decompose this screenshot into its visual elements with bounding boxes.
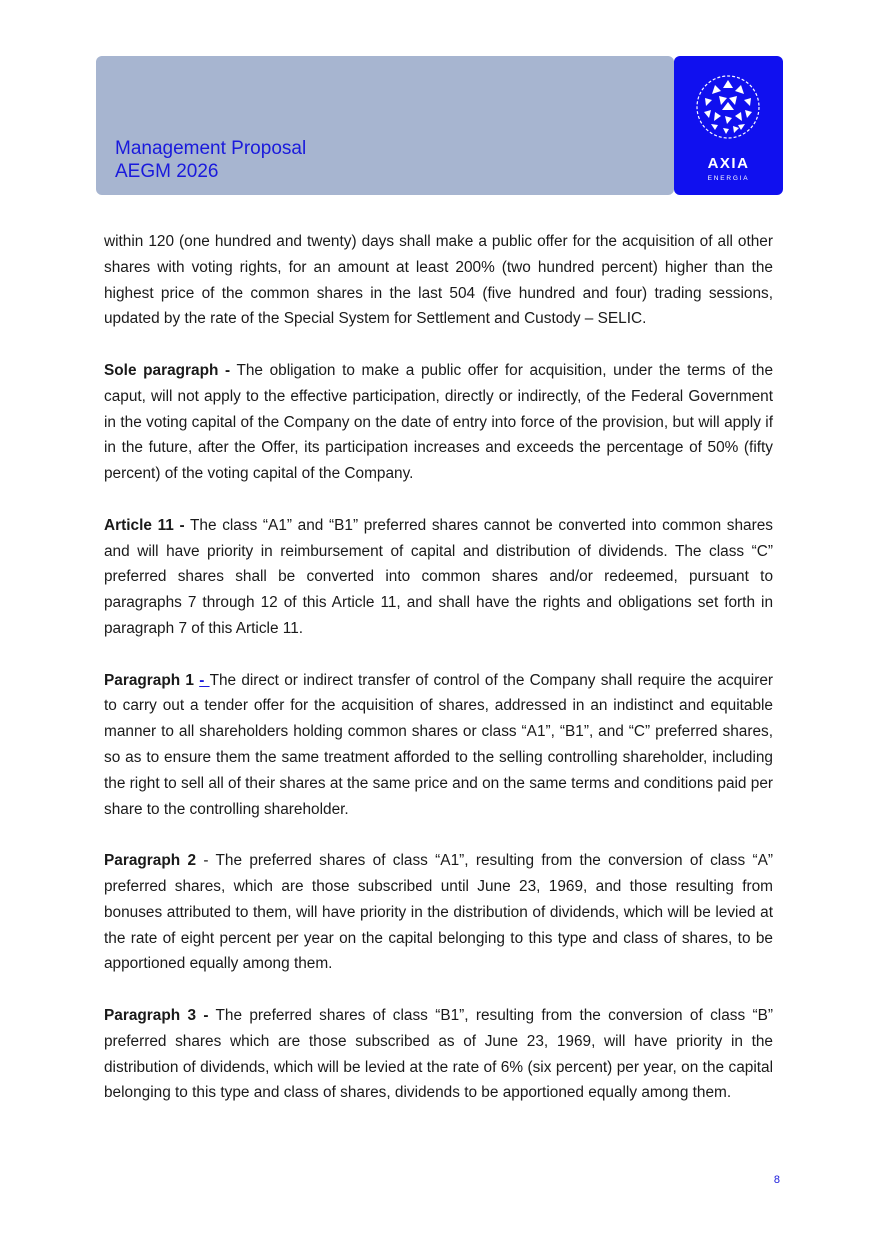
paragraph-text: - The preferred shares of class “A1”, resulting from the conversion of class “A” preferred shares, which are those subscribed until June 23, 1969, and those resulting from bonuses attributed to them, will have priority in the distribution of dividends, which will be levied at the rate of eight percent per year on the capital belonging to this type and class of shares, to be apportioned equally among them. <box>104 852 773 973</box>
paragraph <box>104 1003 773 1106</box>
paragraph <box>104 668 773 823</box>
paragraph-heading: Paragraph 1 <box>104 671 194 689</box>
logo-subtitle: ENERGIA <box>707 175 750 182</box>
paragraph-heading: Paragraph 2 <box>104 852 197 870</box>
paragraph <box>104 229 773 332</box>
logo-name: AXIA <box>707 155 750 172</box>
paragraph-text: The direct or indirect transfer of control of the Company shall require the acquirer to carry out a tender offer for the acquisition of shares, addressed in an indistinct and equitable manner to all shareholders holding common shares or class “A1”, “B1”, and “C” preferred shares, so as to ensure them the same treatment afforded to the selling controlling shareholder, including the right to sell all of their shares at the same price and on the same terms and conditions paid per share to the controlling shareholder. <box>104 671 774 818</box>
paragraph-text: The obligation to make a public offer for acquisition, under the terms of the caput, will not apply to the effective participation, directly or indirectly, of the Federal Government in the voting capital of the Company on the date of entry into force of the provision, but will apply if in the future, after the Offer, its participation increases and exceeds the percentage of 50% (fifty percent) of the voting capital of the Company. <box>104 361 773 483</box>
paragraph <box>104 358 773 487</box>
paragraph-heading: Paragraph 3 - <box>104 1006 209 1024</box>
page-number: 8 <box>773 1174 780 1186</box>
geometric-sphere-icon <box>695 74 761 140</box>
title-line-2: AEGM 2026 <box>115 161 219 182</box>
paragraph <box>104 513 773 642</box>
paragraph-text: The preferred shares of class “B1”, resulting from the conversion of class “B” preferred shares which are those subscribed as of June 23, 1969, will have priority in the distribution of dividends, which will be levied at the rate of 6% (six percent) per year, on the capital belonging to this type and class of shares, dividends to be apportioned equally among them. <box>104 1006 773 1102</box>
document-body <box>104 229 773 1132</box>
paragraph-dash: - <box>199 671 210 689</box>
document-title <box>115 137 306 183</box>
title-line-1: Management Proposal <box>115 138 307 159</box>
paragraph-heading: Sole paragraph - <box>104 361 231 379</box>
company-logo <box>674 56 783 195</box>
paragraph-text: The class “A1” and “B1” preferred shares cannot be converted into common shares and will have priority in reimbursement of capital and distribution of dividends. The class “C” preferred shares shall be converted into common shares and/or redeemed, pursuant to paragraphs 7 through 12 of this Article 11, and shall have the rights and obligations set forth in paragraph 7 of this Article 11. <box>104 516 773 637</box>
paragraph <box>104 848 773 977</box>
paragraph-heading: Article 11 - <box>104 516 185 534</box>
paragraph-text: within 120 (one hundred and twenty) days shall make a public offer for the acquisition of all other shares with voting rights, for an amount at least 200% (two hundred percent) higher than the highest price of the common shares in the last 504 (five hundred and four) trading sessions, updated by the rate of the Special System for Settlement and Custody – SELIC. <box>104 233 773 328</box>
